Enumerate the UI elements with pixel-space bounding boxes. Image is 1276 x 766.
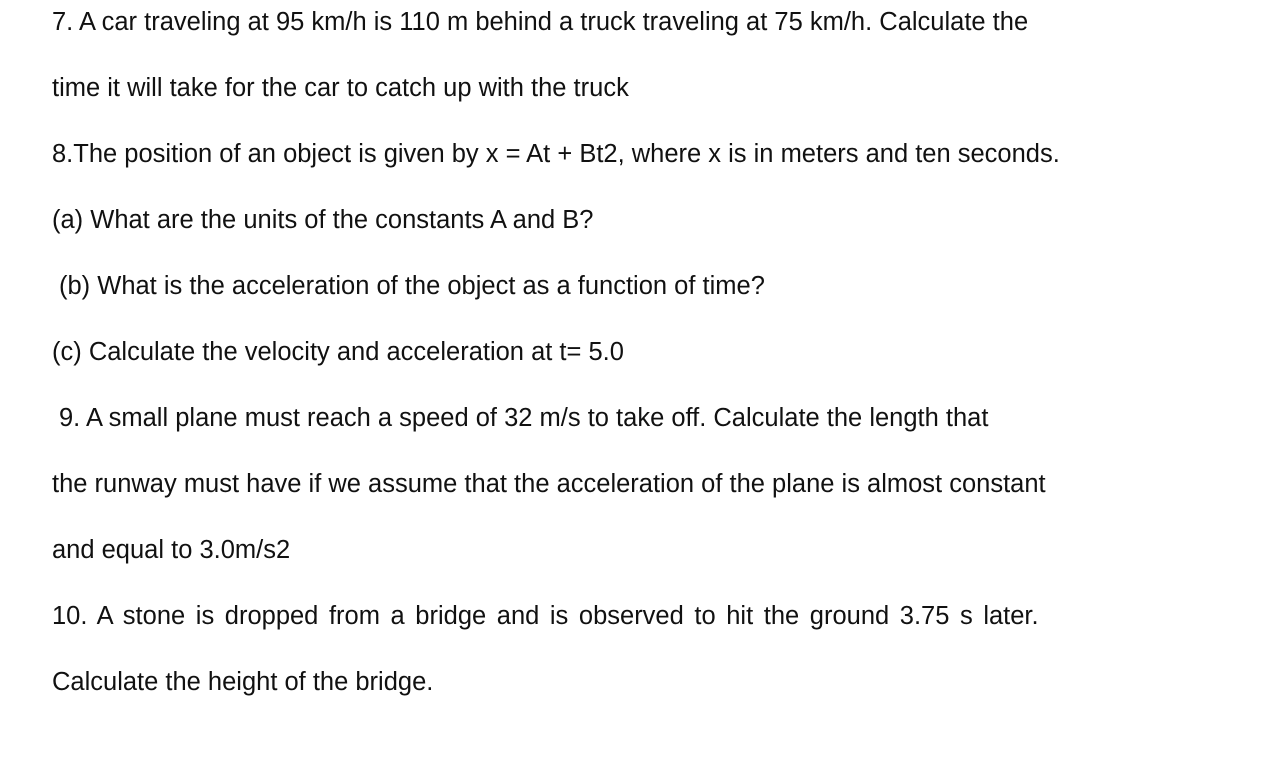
problem-7-line-1: 7. A car traveling at 95 km/h is 110 m behind a truck traveling at 75 km/h. Calculate the	[52, 8, 1029, 36]
problem-9-line-3: and equal to 3.0m/s2	[52, 536, 291, 564]
problem-8-part-a: (a) What are the units of the constants A and B?	[52, 206, 594, 234]
problem-7-line-2: time it will take for the car to catch up with the truck	[52, 74, 629, 102]
problem-10-line-1: 10. A stone is dropped from a bridge and is observed to hit the ground 3.75 s later.	[52, 602, 1039, 630]
problem-9-line-1: 9. A small plane must reach a speed of 32 m/s to take off. Calculate the length that	[59, 404, 989, 432]
problem-8-statement: 8.The position of an object is given by x = At + Bt2, where x is in meters and ten seconds.	[52, 140, 1060, 168]
problem-8-part-b: (b) What is the acceleration of the object as a function of time?	[59, 272, 765, 300]
problem-10-line-2: Calculate the height of the bridge.	[52, 668, 434, 696]
problem-9-line-2: the runway must have if we assume that the acceleration of the plane is almost constant	[52, 470, 1046, 498]
problem-8-part-c: (c) Calculate the velocity and acceleration at t= 5.0	[52, 338, 624, 366]
